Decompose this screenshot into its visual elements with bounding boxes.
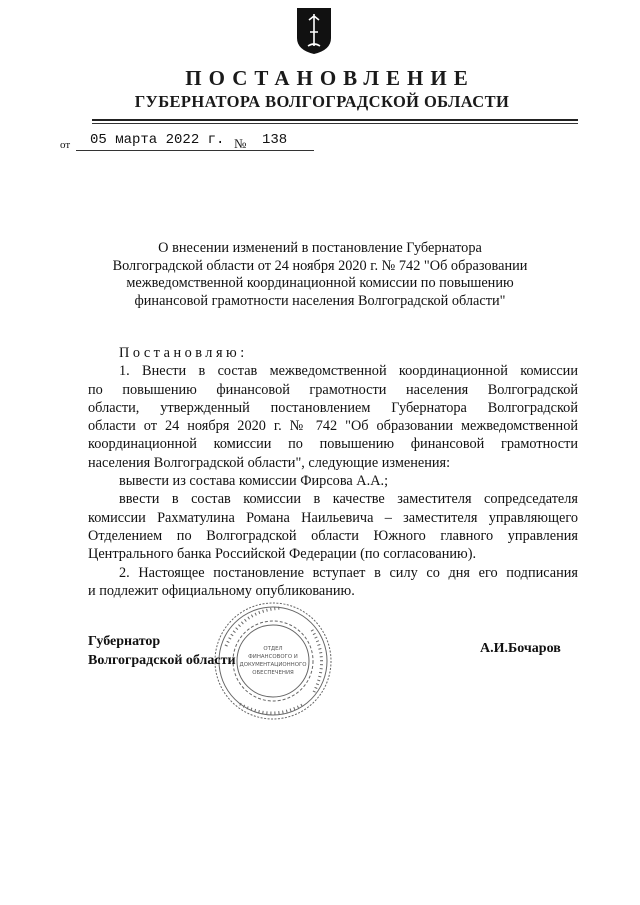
date-prefix: от	[60, 139, 71, 151]
body-line: ввести в состав комиссии в качестве заместителя сопредседателя	[119, 491, 578, 508]
header-rule-thick	[92, 119, 578, 121]
stamp-line: ОТДЕЛ	[263, 646, 283, 652]
body-line: комиссии Рахматулина Романа Наильевича – заместителя управляющего	[88, 509, 578, 526]
document-subtitle: ГУБЕРНАТОРА ВОЛГОГРАДСКОЙ ОБЛАСТИ	[134, 92, 510, 111]
number-sign: №	[234, 136, 247, 151]
body-line: вывести из состава комиссии Фирсова А.А.;	[119, 473, 389, 490]
signatory-title	[88, 632, 236, 670]
header-rule-thin	[92, 123, 578, 124]
body-line: области, утвержденный постановлением Губернатора Волгоградской	[88, 399, 578, 416]
subject-line: финансовой грамотности населения Волгоградской области"	[134, 292, 506, 309]
subject-line: Волгоградской области от 24 ноября 2020 г. № 742 "Об образовании	[112, 257, 528, 274]
body-line: по повышению финансовой грамотности населения Волгоградской	[88, 381, 578, 398]
body-line: 1. Внести в состав межведомственной координационной комиссии	[119, 363, 578, 380]
registration-line	[60, 132, 360, 154]
signatory-name: А.И.Бочаров	[480, 641, 561, 656]
stamp-line: ОБЕСПЕЧЕНИЯ	[252, 670, 294, 676]
coat-of-arms-icon	[294, 6, 334, 56]
body-line: населения Волгоградской области", следующие изменения:	[88, 454, 451, 471]
document-subject	[90, 240, 550, 310]
stamp-line: ДОКУМЕНТАЦИОННОГО	[239, 662, 307, 668]
body-line: Центрального банка Российской Федерации (по согласованию).	[88, 546, 477, 563]
subject-line: О внесении изменений в постановление Губернатора	[158, 240, 482, 256]
body-line: области от 24 ноября 2020 г. № 742 "Об образовании межведомственной	[88, 418, 578, 435]
signatory-title-line: Губернатор	[88, 634, 161, 649]
body-line: 2. Настоящее постановление вступает в силу со дня его подписания	[119, 564, 578, 581]
document-body	[88, 344, 578, 600]
document-date: 05 марта 2022 г.	[76, 132, 290, 151]
stamp-line: ФИНАНСОВОГО И	[248, 654, 298, 660]
document-number: 138	[254, 132, 314, 151]
body-line: и подлежит официальному опубликованию.	[88, 582, 355, 599]
subject-line: межведомственной координационной комиссии по повышению	[126, 275, 514, 292]
document-title: ПОСТАНОВЛЕНИЕ	[185, 66, 475, 90]
body-line: координационной комиссии по повышению финансовой грамотности	[88, 436, 578, 453]
body-intro: Постановляю:	[119, 345, 248, 361]
signatory-title-line: Волгоградской области	[88, 653, 236, 668]
body-line: Отделением по Волгоградской области Южного главного управления	[88, 527, 578, 544]
